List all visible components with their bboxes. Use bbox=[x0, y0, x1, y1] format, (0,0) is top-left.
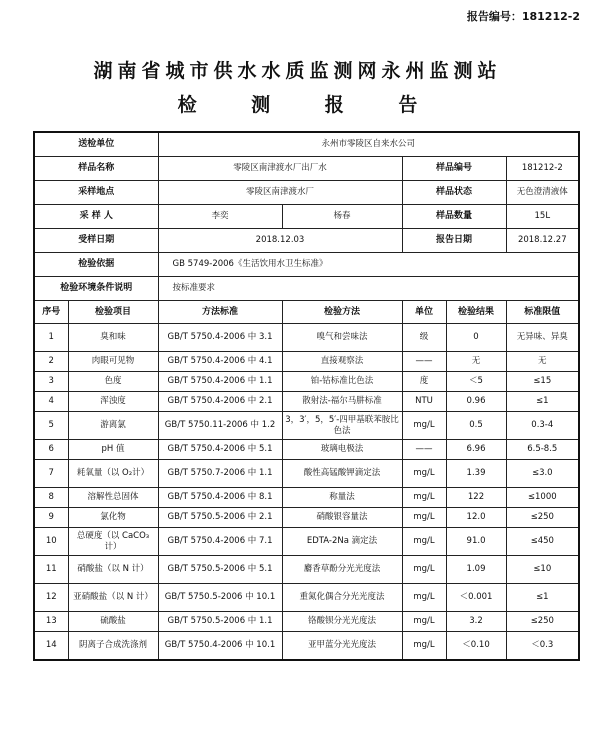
cell-no: 14 bbox=[34, 632, 68, 661]
cell-method: 铬酸钡分光光度法 bbox=[282, 612, 402, 632]
cell-item: pH 值 bbox=[68, 440, 158, 460]
table-row bbox=[34, 528, 579, 556]
cell-no: 13 bbox=[34, 612, 68, 632]
cell-limit: ≤250 bbox=[506, 508, 579, 528]
sampler-1: 李奕 bbox=[158, 205, 282, 229]
report-number: 报告编号：181212-2 bbox=[466, 10, 580, 23]
col-header: 单位 bbox=[402, 301, 446, 324]
cell-std: GB/T 5750.4-2006 中 10.1 bbox=[158, 632, 282, 661]
basis-label: 检验依据 bbox=[34, 253, 158, 277]
sender-value: 永州市零陵区自来水公司 bbox=[158, 132, 579, 157]
cell-item: 亚硝酸盐（以 N 计） bbox=[68, 584, 158, 612]
table-row bbox=[34, 584, 579, 612]
cell-limit: ≤3.0 bbox=[506, 460, 579, 488]
results-body bbox=[34, 324, 579, 661]
cell-std: GB/T 5750.4-2006 中 1.1 bbox=[158, 372, 282, 392]
cell-item: 游离氯 bbox=[68, 412, 158, 440]
cell-no: 2 bbox=[34, 352, 68, 372]
cell-method: 散射法-福尔马肼标准 bbox=[282, 392, 402, 412]
cell-unit: mg/L bbox=[402, 612, 446, 632]
cell-limit: 无异味、异臭 bbox=[506, 324, 579, 352]
table-row bbox=[34, 508, 579, 528]
cell-no: 4 bbox=[34, 392, 68, 412]
cell-item: 色度 bbox=[68, 372, 158, 392]
cell-std: GB/T 5750.11-2006 中 1.2 bbox=[158, 412, 282, 440]
cell-result: 0.5 bbox=[446, 412, 506, 440]
cell-method: 玻璃电极法 bbox=[282, 440, 402, 460]
table-row bbox=[34, 372, 579, 392]
recv-date-value: 2018.12.03 bbox=[158, 229, 402, 253]
cell-limit: ≤450 bbox=[506, 528, 579, 556]
cell-unit: mg/L bbox=[402, 508, 446, 528]
cell-unit: 度 bbox=[402, 372, 446, 392]
table-row bbox=[34, 632, 579, 661]
basis-value: GB 5749-2006《生活饮用水卫生标准》 bbox=[158, 253, 579, 277]
cell-method: 麝香草酚分光光度法 bbox=[282, 556, 402, 584]
col-header: 标准限值 bbox=[506, 301, 579, 324]
cell-no: 6 bbox=[34, 440, 68, 460]
cell-std: GB/T 5750.4-2006 中 3.1 bbox=[158, 324, 282, 352]
cell-std: GB/T 5750.5-2006 中 1.1 bbox=[158, 612, 282, 632]
col-header: 检验项目 bbox=[68, 301, 158, 324]
col-header: 检验方法 bbox=[282, 301, 402, 324]
cell-limit: ≤1 bbox=[506, 584, 579, 612]
cell-method: 称量法 bbox=[282, 488, 402, 508]
report-title: 湖南省城市供水水质监测网永州监测站 bbox=[93, 60, 502, 82]
cell-item: 浑浊度 bbox=[68, 392, 158, 412]
cell-std: GB/T 5750.5-2006 中 2.1 bbox=[158, 508, 282, 528]
cell-result: 1.39 bbox=[446, 460, 506, 488]
env-label: 检验环境条件说明 bbox=[34, 277, 158, 301]
cell-limit: ＜0.3 bbox=[506, 632, 579, 661]
cell-method: 亚甲蓝分光光度法 bbox=[282, 632, 402, 661]
cell-item: 耗氧量（以 O₂计） bbox=[68, 460, 158, 488]
cell-no: 7 bbox=[34, 460, 68, 488]
col-header: 检验结果 bbox=[446, 301, 506, 324]
report-table bbox=[33, 131, 580, 661]
cell-result: ＜5 bbox=[446, 372, 506, 392]
cell-std: GB/T 5750.4-2006 中 4.1 bbox=[158, 352, 282, 372]
cell-result: 6.96 bbox=[446, 440, 506, 460]
cell-no: 9 bbox=[34, 508, 68, 528]
cell-std: GB/T 5750.5-2006 中 10.1 bbox=[158, 584, 282, 612]
cell-result: ＜0.001 bbox=[446, 584, 506, 612]
table-row bbox=[34, 392, 579, 412]
cell-result: 12.0 bbox=[446, 508, 506, 528]
cell-result: ＜0.10 bbox=[446, 632, 506, 661]
table-row bbox=[34, 352, 579, 372]
col-header: 序号 bbox=[34, 301, 68, 324]
cell-no: 1 bbox=[34, 324, 68, 352]
cell-std: GB/T 5750.4-2006 中 7.1 bbox=[158, 528, 282, 556]
cell-limit: 6.5-8.5 bbox=[506, 440, 579, 460]
table-row bbox=[34, 412, 579, 440]
cell-no: 8 bbox=[34, 488, 68, 508]
cell-limit: 无 bbox=[506, 352, 579, 372]
cell-unit: mg/L bbox=[402, 632, 446, 661]
cell-method: 嗅气和尝味法 bbox=[282, 324, 402, 352]
cell-method: 直接观察法 bbox=[282, 352, 402, 372]
qty-label: 样品数量 bbox=[402, 205, 506, 229]
cell-item: 溶解性总固体 bbox=[68, 488, 158, 508]
cell-method: EDTA-2Na 滴定法 bbox=[282, 528, 402, 556]
cell-limit: ≤1000 bbox=[506, 488, 579, 508]
cell-limit: ≤1 bbox=[506, 392, 579, 412]
cell-result: 91.0 bbox=[446, 528, 506, 556]
table-row bbox=[34, 440, 579, 460]
cell-method: 酸性高锰酸钾滴定法 bbox=[282, 460, 402, 488]
cell-item: 阴离子合成洗涤剂 bbox=[68, 632, 158, 661]
cell-std: GB/T 5750.7-2006 中 1.1 bbox=[158, 460, 282, 488]
cell-unit: mg/L bbox=[402, 460, 446, 488]
cell-unit: mg/L bbox=[402, 584, 446, 612]
cell-result: 122 bbox=[446, 488, 506, 508]
table-row bbox=[34, 612, 579, 632]
sample-name-label: 样品名称 bbox=[34, 157, 158, 181]
report-date-label: 报告日期 bbox=[402, 229, 506, 253]
cell-method: 硝酸银容量法 bbox=[282, 508, 402, 528]
cell-unit: —— bbox=[402, 440, 446, 460]
cell-unit: 级 bbox=[402, 324, 446, 352]
cell-no: 5 bbox=[34, 412, 68, 440]
cell-result: 0 bbox=[446, 324, 506, 352]
cell-item: 氯化物 bbox=[68, 508, 158, 528]
cell-unit: NTU bbox=[402, 392, 446, 412]
cell-unit: mg/L bbox=[402, 412, 446, 440]
table-row bbox=[34, 460, 579, 488]
sampler-2: 杨春 bbox=[282, 205, 402, 229]
cell-method: 3，3′，5，5′-四甲基联苯胺比色法 bbox=[282, 412, 402, 440]
cell-no: 11 bbox=[34, 556, 68, 584]
table-row bbox=[34, 556, 579, 584]
sample-no-label: 样品编号 bbox=[402, 157, 506, 181]
cell-result: 无 bbox=[446, 352, 506, 372]
qty-value: 15L bbox=[506, 205, 579, 229]
report-date-value: 2018.12.27 bbox=[506, 229, 579, 253]
cell-unit: mg/L bbox=[402, 528, 446, 556]
cell-item: 臭和味 bbox=[68, 324, 158, 352]
cell-item: 硫酸盐 bbox=[68, 612, 158, 632]
cell-unit: mg/L bbox=[402, 556, 446, 584]
cell-std: GB/T 5750.4-2006 中 5.1 bbox=[158, 440, 282, 460]
report-subtitle: 检 测 报 告 bbox=[177, 94, 442, 116]
site-value: 零陵区南津渡水厂 bbox=[158, 181, 402, 205]
sample-name-value: 零陵区南津渡水厂出厂水 bbox=[158, 157, 402, 181]
cell-std: GB/T 5750.4-2006 中 2.1 bbox=[158, 392, 282, 412]
cell-unit: —— bbox=[402, 352, 446, 372]
cell-item: 总硬度（以 CaCO₃计） bbox=[68, 528, 158, 556]
cell-no: 12 bbox=[34, 584, 68, 612]
cell-result: 1.09 bbox=[446, 556, 506, 584]
state-value: 无色澄清液体 bbox=[506, 181, 579, 205]
cell-std: GB/T 5750.5-2006 中 5.1 bbox=[158, 556, 282, 584]
recv-date-label: 受样日期 bbox=[34, 229, 158, 253]
cell-limit: ≤10 bbox=[506, 556, 579, 584]
cell-std: GB/T 5750.4-2006 中 8.1 bbox=[158, 488, 282, 508]
cell-limit: 0.3-4 bbox=[506, 412, 579, 440]
site-label: 采样地点 bbox=[34, 181, 158, 205]
table-row bbox=[34, 324, 579, 352]
sender-label: 送检单位 bbox=[34, 132, 158, 157]
cell-item: 硝酸盐（以 N 计） bbox=[68, 556, 158, 584]
cell-no: 10 bbox=[34, 528, 68, 556]
env-value: 按标准要求 bbox=[158, 277, 579, 301]
sample-no-value: 181212-2 bbox=[506, 157, 579, 181]
cell-method: 铂-钴标准比色法 bbox=[282, 372, 402, 392]
cell-no: 3 bbox=[34, 372, 68, 392]
cell-result: 0.96 bbox=[446, 392, 506, 412]
cell-unit: mg/L bbox=[402, 488, 446, 508]
col-header: 方法标准 bbox=[158, 301, 282, 324]
table-row bbox=[34, 488, 579, 508]
cell-method: 重氮化偶合分光光度法 bbox=[282, 584, 402, 612]
cell-limit: ≤250 bbox=[506, 612, 579, 632]
cell-item: 肉眼可见物 bbox=[68, 352, 158, 372]
sampler-label: 采 样 人 bbox=[34, 205, 158, 229]
cell-result: 3.2 bbox=[446, 612, 506, 632]
cell-limit: ≤15 bbox=[506, 372, 579, 392]
state-label: 样品状态 bbox=[402, 181, 506, 205]
